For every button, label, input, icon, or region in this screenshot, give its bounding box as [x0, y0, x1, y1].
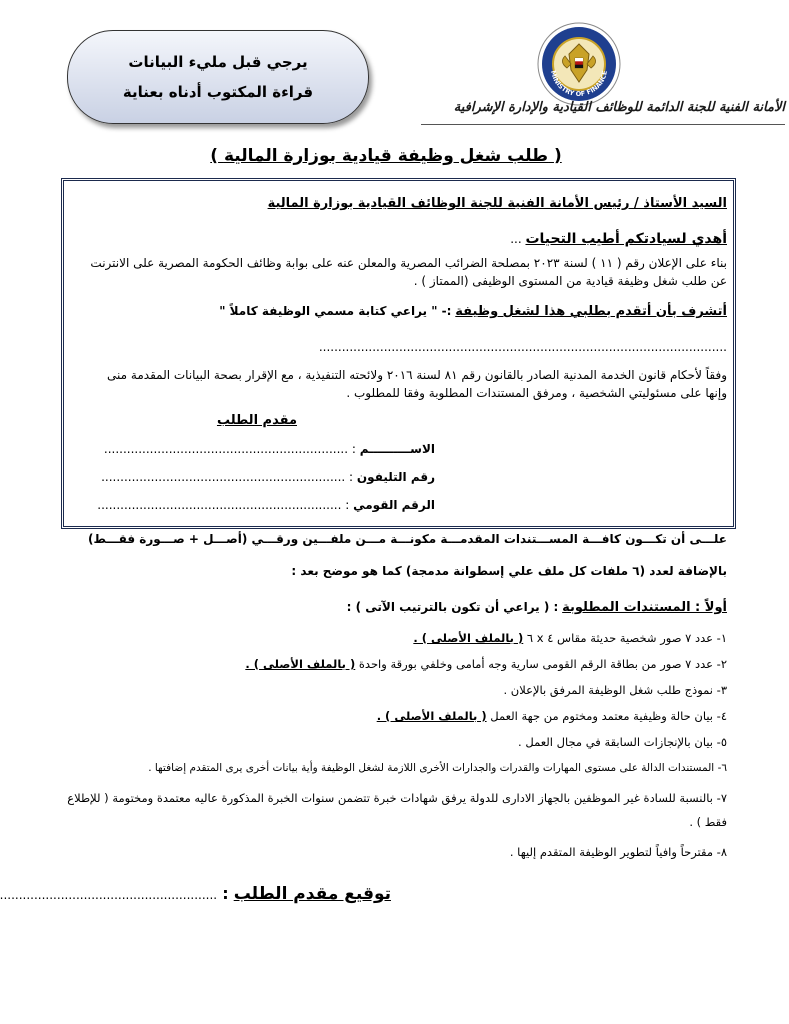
requirements-heading-note: : ( يراعي أن تكون بالترتيب الآتى ) : — [346, 600, 559, 614]
declaration-paragraph: وفقاً لأحكام قانون الخدمة المدنية الصادر بالقانون رقم ٨١ لسنة ٢٠١٦ ولائحته التنفيذية ، مع الإقرار بصحة البيانات المقدمة منى وإنها على مسئوليتي الشخصية ، ومرفق المستندات المطلوبة وفقا للمطلوب . — [107, 368, 727, 400]
ministry-header-line: الأمانة الفنية للجنة الدائمة للوظائف القيادية والإدارة الإشرافية — [453, 100, 785, 115]
item-tail: ( بالملف الأصلى ) . — [245, 657, 356, 671]
signature-line[interactable] — [0, 884, 391, 904]
requirements-heading-text: أولاً : المستندات المطلوبة — [562, 600, 727, 615]
field-name-colon: : — [351, 442, 356, 456]
field-national-id-label: الرقم القومي — [353, 498, 435, 512]
instructions-line-1: علـــى أن تكـــون كافـــة المســـتندات المقدمـــة مكونـــة مـــن ملفـــين ورقـــي (أصـــل + صـــورة فقـــط) — [87, 532, 727, 546]
item-text: عدد ٧ صور من بطاقة الرقم القومى سارية وجه أمامى وخلفي بورقة واحدة — [355, 657, 713, 671]
field-name-label: الاســــــــــم — [359, 442, 435, 456]
item-text: عدد ٧ صور شخصية حديثة مقاس ٤ x ٦ — [523, 631, 713, 645]
title-paren-open: ( — [553, 146, 562, 166]
item-text: بالنسبة للسادة غير الموظفين بالجهاز الادارى للدولة يرفق شهادات خبرة تتضمن سنوات الخبرة المذكورة عاليه معتمدة ومختومة ( للإطلاع فقط ) . — [67, 791, 727, 829]
greeting-line — [87, 230, 727, 248]
ministry-seal-logo — [537, 22, 621, 106]
item-text: نموذج طلب شغل الوظيفة المرفق بالإعلان . — [503, 683, 713, 697]
addressee-line: السيد الأستاذ / رئيس الأمانة الفنية للجنة الوظائف القيادية بوزارة المالية — [267, 196, 727, 211]
job-title-input-line[interactable]: ........................................................................................................... — [318, 340, 727, 354]
instructions-line-2: بالإضافة لعدد (٦ ملفات كل ملف علي إسطوانة مدمجة) كما هو موضح بعد : — [291, 564, 727, 578]
item-number: ٥- — [716, 735, 727, 749]
apply-note: :- " يراعي كتابة مسمي الوظيفة كاملاً " — [219, 304, 452, 318]
item-number: ١- — [716, 631, 727, 645]
notice-bubble — [67, 30, 369, 124]
greeting-text: أهدي لسيادتكم أطيب التحيات — [525, 231, 727, 247]
item-tail: ( بالملف الأصلى ) . — [376, 709, 487, 723]
signature-dots[interactable]: ......................................................... — [0, 888, 218, 902]
field-name[interactable] — [95, 440, 435, 458]
item-number: ٧- — [716, 791, 727, 805]
list-item — [67, 630, 727, 646]
item-tail: ( بالملف الأصلى ) . — [413, 631, 524, 645]
item-number: ٨- — [716, 845, 727, 859]
item-number: ٤- — [716, 709, 727, 723]
signature-colon: : — [222, 884, 229, 903]
field-national-id-dots[interactable]: ................................................................ — [97, 498, 342, 512]
header-divider — [421, 124, 785, 125]
announcement-paragraph: بناء على الإعلان رقم ( ١١ ) لسنة ٢٠٢٣ بمصلحة الضرائب المصرية والمعلن عنه على بوابة وظائف الحكومة المصرية على الانترنت عن طلب شغل وظيفة قيادية من المستوى الوظيفى (الممتاز ) . — [90, 256, 727, 288]
item-text: مقترحاً وافياً لتطوير الوظيفة المتقدم إليها . — [509, 845, 713, 859]
field-national-id-colon: : — [345, 498, 350, 512]
greeting-dots: ... — [510, 232, 522, 246]
field-phone-label: رقم التليفون — [356, 470, 435, 484]
field-phone[interactable] — [95, 468, 435, 486]
list-item — [67, 708, 727, 724]
seal-text: MINISTRY OF FINANCE — [549, 69, 609, 99]
field-national-id[interactable] — [95, 496, 435, 514]
requirements-list — [67, 630, 727, 860]
item-number: ٦- — [717, 762, 727, 774]
item-number: ٣- — [716, 683, 727, 697]
notice-line-1: يرجي قبل مليء البيانات — [128, 53, 308, 71]
item-text: بيان حالة وظيفية معتمد ومختوم من جهة العمل — [486, 709, 713, 723]
requirements-heading — [67, 598, 727, 617]
title-text: طلب شغل وظيفة قيادية بوزارة المالية — [223, 146, 549, 166]
item-text: المستندات الدالة على مستوى المهارات والقدرات والجدارات الأخرى اللازمة لشغل الوظيفة وأية بيانات أخرى يرى المتقدم إضافتها . — [148, 762, 715, 774]
field-phone-colon: : — [349, 470, 354, 484]
list-item — [67, 682, 727, 698]
item-text: بيان بالإنجازات السابقة في مجال العمل . — [518, 735, 713, 749]
notice-line-2: قراءة المكتوب أدناه بعناية — [122, 83, 314, 101]
apply-label: أتشرف بأن أتقدم بطلبي هذا لشغل وظيفة — [455, 304, 727, 319]
list-item — [67, 844, 727, 860]
list-item — [67, 760, 727, 776]
title-paren-close: ) — [210, 146, 219, 166]
item-number: ٢- — [716, 657, 727, 671]
signature-label: توقيع مقدم الطلب — [233, 884, 391, 904]
list-item — [67, 656, 727, 672]
field-name-dots[interactable]: ................................................................ — [103, 442, 349, 456]
list-item — [67, 786, 727, 834]
applicant-heading: مقدم الطلب — [216, 413, 297, 428]
list-item — [67, 734, 727, 750]
apply-line — [87, 302, 727, 321]
field-phone-dots[interactable]: ................................................................ — [101, 470, 346, 484]
form-title — [201, 146, 571, 166]
